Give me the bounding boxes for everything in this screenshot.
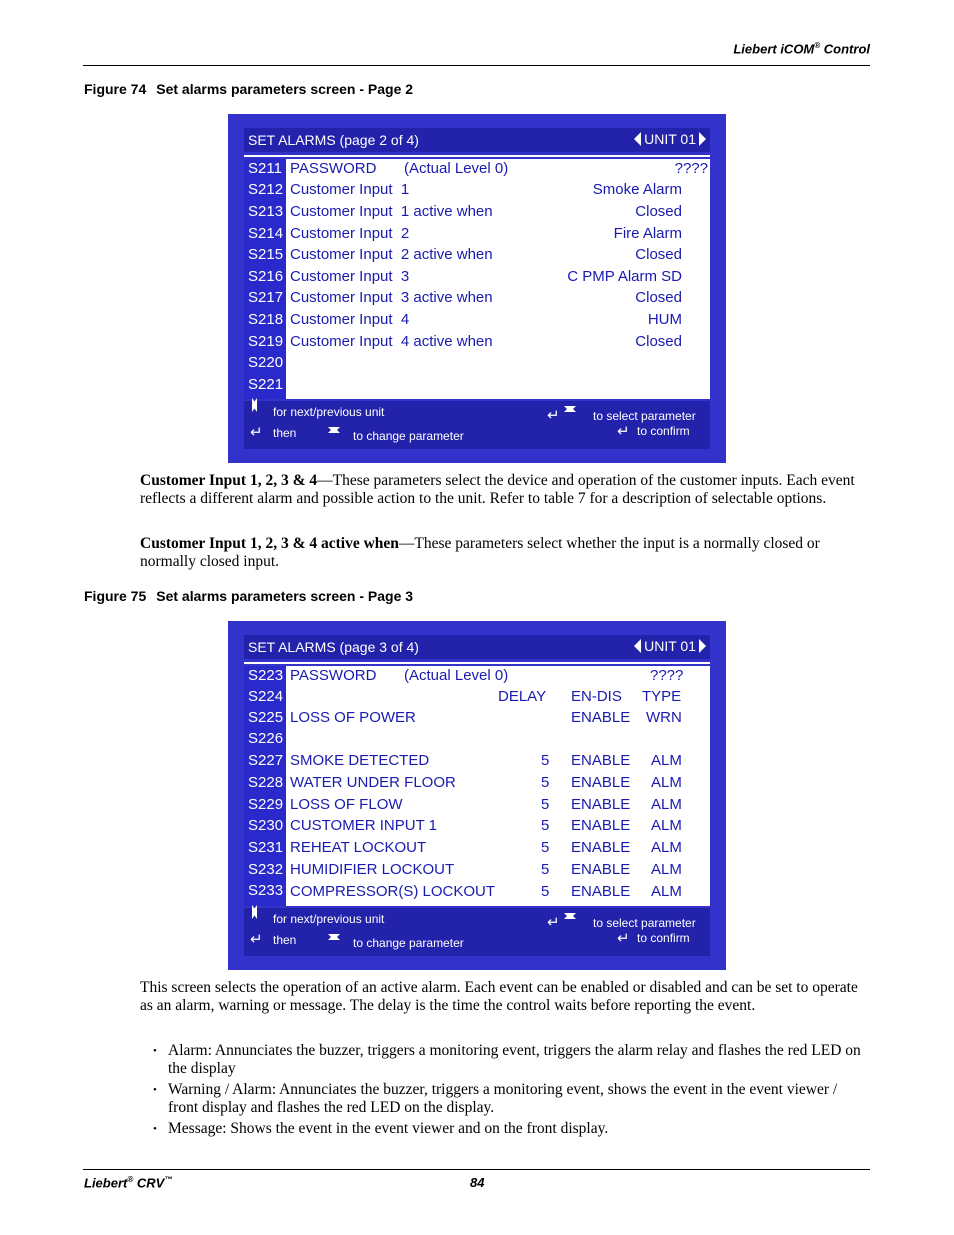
figure-74-caption: Figure 74 Set alarms parameters screen - Page 2: [84, 81, 414, 97]
enter-icon: ↵: [547, 914, 560, 931]
param-code: S214: [248, 225, 284, 242]
param-code: S220: [248, 354, 284, 371]
enter-icon: ↵: [250, 931, 263, 948]
enter-icon: ↵: [617, 930, 630, 947]
param-code: S213: [248, 203, 284, 220]
param-code: S229: [248, 796, 284, 813]
list-item: • Warning / Alarm: Annunciates the buzzer, triggers a monitoring event, shows the event in the event viewer / front display and flashes the red LED on the display.: [153, 1081, 870, 1117]
enter-icon: ↵: [617, 423, 630, 440]
footer-rule: [83, 1169, 870, 1170]
screen-title-bar: [244, 128, 710, 152]
param-row[interactable]: Customer Input 2 active when Closed: [290, 246, 682, 263]
title-divider: [244, 662, 710, 664]
arrow-left-icon: [634, 132, 641, 146]
figure-74-screen: [228, 114, 726, 463]
screen-title-bar: [244, 635, 710, 659]
enter-icon: ↵: [547, 407, 560, 424]
param-code: S232: [248, 861, 284, 878]
alarm-row[interactable]: LOSS OF POWER ENABLE WRN: [290, 709, 682, 726]
arrow-right-icon: [699, 132, 706, 146]
help-bar: [244, 401, 710, 449]
help-next-prev: for next/previous unit: [273, 405, 385, 419]
alarm-row[interactable]: SMOKE DETECTED 5 ENABLE ALM: [290, 752, 682, 769]
param-code: S223: [248, 667, 284, 684]
figure-75-caption: Figure 75 Set alarms parameters screen - Page 3: [84, 588, 414, 604]
help-change: to change parameter: [353, 936, 464, 950]
screen-title: SET ALARMS (page 2 of 4): [248, 132, 419, 148]
help-bar: [244, 908, 710, 956]
param-code: S217: [248, 289, 284, 306]
figure-75-screen: [228, 621, 726, 970]
screen-title: SET ALARMS (page 3 of 4): [248, 639, 419, 655]
param-code: S211: [248, 160, 282, 177]
param-code: S228: [248, 774, 284, 791]
alarm-row[interactable]: CUSTOMER INPUT 1 5 ENABLE ALM: [290, 817, 682, 834]
param-row[interactable]: Customer Input 1 Smoke Alarm: [290, 181, 682, 198]
help-change: to change parameter: [353, 429, 464, 443]
alarm-row[interactable]: HUMIDIFIER LOCKOUT 5 ENABLE ALM: [290, 861, 682, 878]
alarm-screen-description: This screen selects the operation of an active alarm. Each event can be enabled or disabled and can be set to operate as an alarm, warning or message. The delay is the time the control waits before reporting the event.: [140, 979, 858, 1014]
unit-selector: UNIT 01: [634, 131, 706, 147]
alarm-row[interactable]: COMPRESSOR(S) LOCKOUT 5 ENABLE ALM: [290, 883, 682, 900]
help-confirm: to confirm: [637, 931, 690, 945]
code-column: [244, 159, 286, 399]
customer-input-description: Customer Input 1, 2, 3 & 4—These parameters select the device and operation of the customer inputs. Each event reflects a different alarm and possible action to the unit. Refer to table 7 for a description of selectable options.: [140, 472, 855, 507]
list-item: • Message: Shows the event in the event viewer and on the front display.: [153, 1120, 870, 1138]
param-row[interactable]: Customer Input 4 HUM: [290, 311, 682, 328]
param-code: S218: [248, 311, 284, 328]
param-code: S216: [248, 268, 284, 285]
list-item: • Alarm: Annunciates the buzzer, triggers a monitoring event, triggers the alarm relay and flashes the red LED on the display: [153, 1042, 870, 1078]
param-row[interactable]: PASSWORD (Actual Level 0) ????: [290, 160, 708, 177]
help-then: then: [273, 933, 297, 947]
alarm-row[interactable]: WATER UNDER FLOOR 5 ENABLE ALM: [290, 774, 682, 791]
alarm-row[interactable]: REHEAT LOCKOUT 5 ENABLE ALM: [290, 839, 682, 856]
param-code: S233: [248, 882, 284, 899]
enter-icon: ↵: [250, 424, 263, 441]
arrow-right-icon: [699, 639, 706, 653]
help-confirm: to confirm: [637, 424, 690, 438]
param-row[interactable]: Customer Input 4 active when Closed: [290, 333, 682, 350]
param-row[interactable]: Customer Input 2 Fire Alarm: [290, 225, 682, 242]
param-code: S225: [248, 709, 284, 726]
param-code: S212: [248, 181, 284, 198]
page-number: 84: [470, 1175, 485, 1190]
param-code: S226: [248, 730, 284, 747]
alarm-type-list: [153, 1042, 870, 1141]
param-code: S221: [248, 376, 284, 393]
help-then: then: [273, 426, 297, 440]
help-select: to select parameter: [593, 409, 696, 423]
title-divider: [244, 155, 710, 157]
parameter-list: [244, 159, 710, 399]
param-code: S224: [248, 688, 284, 705]
param-code: S219: [248, 333, 284, 350]
param-row[interactable]: Customer Input 3 active when Closed: [290, 289, 682, 306]
param-row[interactable]: Customer Input 3 C PMP Alarm SD: [290, 268, 682, 285]
unit-selector: UNIT 01: [634, 638, 706, 654]
help-next-prev: for next/previous unit: [273, 912, 385, 926]
running-header: Liebert iCOM® Control: [733, 41, 870, 57]
password-row[interactable]: PASSWORD (Actual Level 0) ????: [290, 667, 684, 684]
help-select: to select parameter: [593, 916, 696, 930]
param-code: S231: [248, 839, 284, 856]
header-rule: [83, 65, 870, 66]
param-code: S230: [248, 817, 284, 834]
column-header-row: DELAY EN-DIS TYPE: [498, 688, 682, 705]
code-column: [244, 666, 286, 906]
alarm-row[interactable]: LOSS OF FLOW 5 ENABLE ALM: [290, 796, 682, 813]
active-when-description: Customer Input 1, 2, 3 & 4 active when—These parameters select whether the input is a normally closed or normally closed input.: [140, 535, 820, 570]
param-code: S215: [248, 246, 284, 263]
param-row[interactable]: Customer Input 1 active when Closed: [290, 203, 682, 220]
footer-product: Liebert® CRV™: [84, 1175, 173, 1191]
param-code: S227: [248, 752, 284, 769]
alarm-list: [244, 666, 710, 906]
arrow-left-icon: [634, 639, 641, 653]
